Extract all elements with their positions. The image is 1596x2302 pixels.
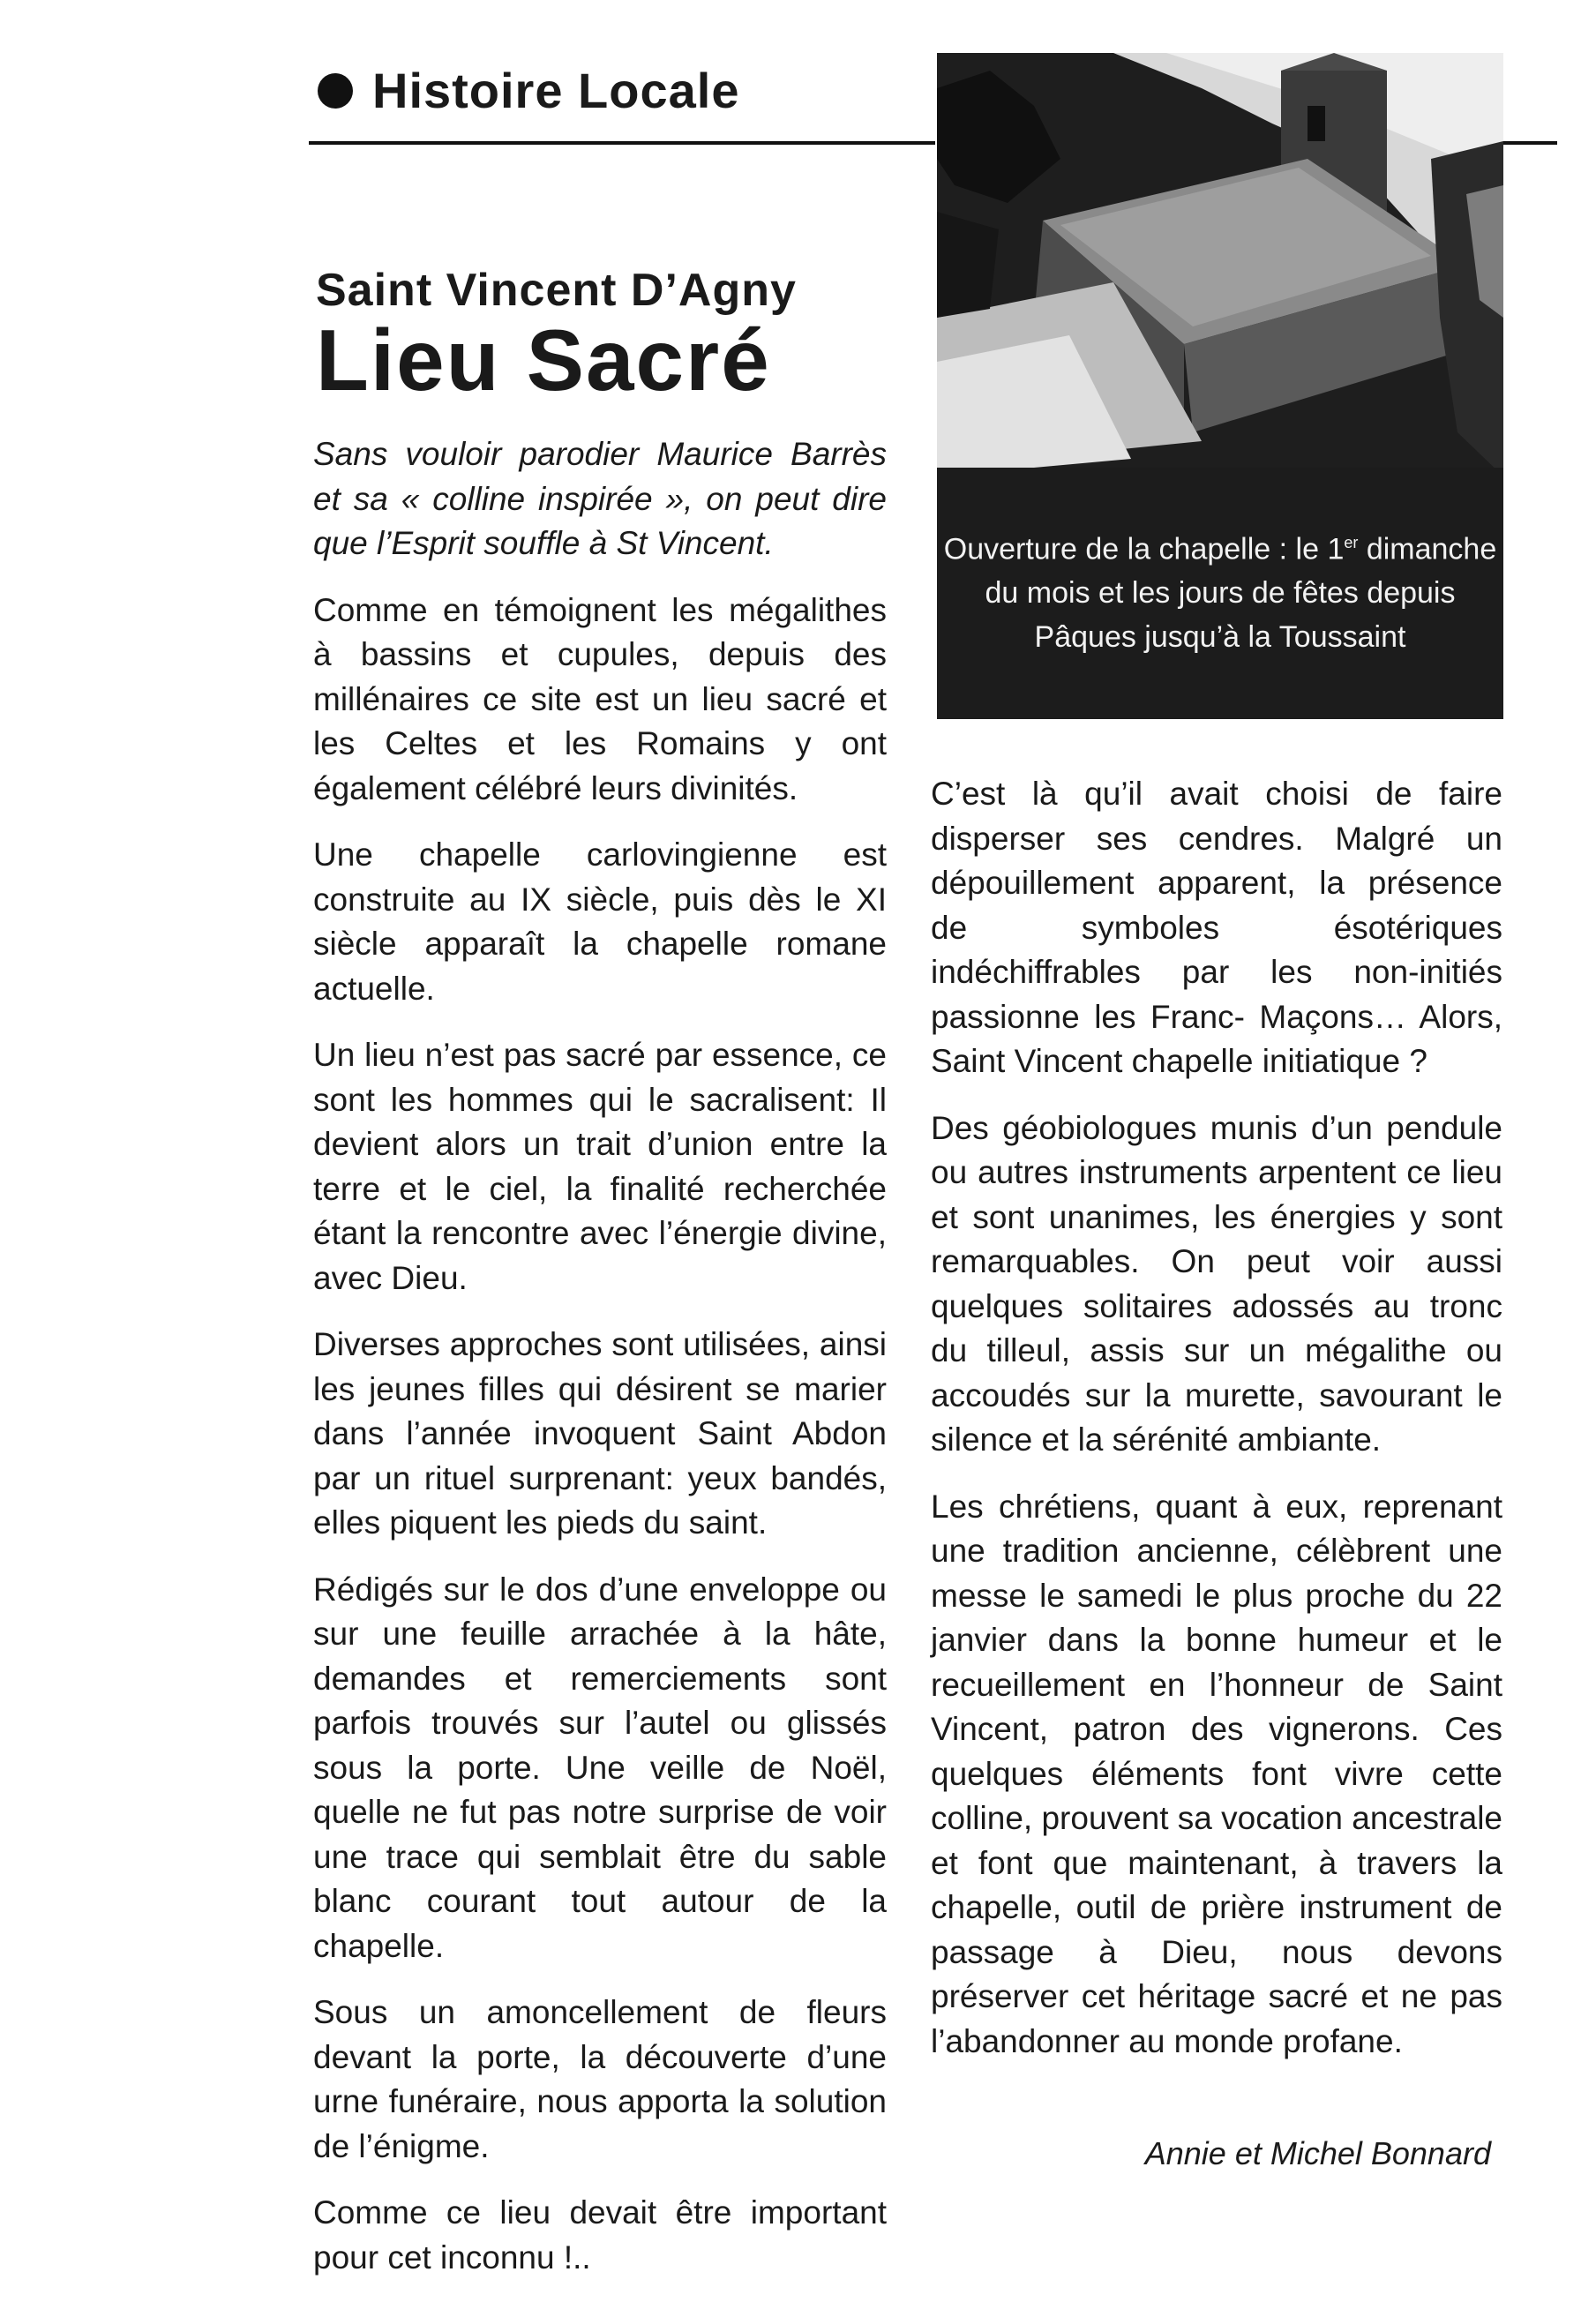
paragraph: Comme ce lieu devait être important pour cet inconnu !..	[313, 2194, 887, 2276]
paragraph: C’est là qu’il avait choisi de faire disperser ses cendres. Malgré un dépouillement apparent, la présence de symboles ésotériques indéchiffrables par les non-initiés passionne les Franc- Maçons… Alors, Saint Vincent chapelle initiatique ?	[931, 776, 1502, 1079]
paragraph: Comme en témoignent les mégalithes à bassins et cupules, depuis des millénaires ce site est un lieu sacré et les Celtes et les Romains y ont également célébré leurs divinités.	[313, 591, 887, 806]
paragraph: Diverses approches sont utilisées, ainsi les jeunes filles qui désirent se marier dans l’année invoquent Saint Abdon par un rituel surprenant: yeux bandés, elles piquent les pieds du saint.	[313, 1326, 887, 1541]
paragraph: Un lieu n’est pas sacré par essence, ce sont les hommes qui le sacralisent: Il devient alors un trait d’union entre la terre et le ciel, la finalité recherchée étant la rencontre avec l’énergie divine, avec Dieu.	[313, 1037, 887, 1296]
paragraph: Rédigés sur le dos d’une enveloppe ou sur une feuille arrachée à la hâte, demandes et remerciements sont parfois trouvés sur l’autel ou glissés sous la porte. Une veille de Noël, quelle ne fut pas notre surprise de voir une trace qui semblait être du sable blanc courant tout autour de la chapelle.	[313, 1571, 887, 1964]
photo-caption: Ouverture de la chapelle : le 1er dimanche du mois et les jours de fêtes depuis Pâques jusqu’à la Toussaint	[943, 532, 1497, 655]
header-rule-right	[1500, 141, 1557, 145]
chapel-photo	[937, 53, 1503, 719]
bullet-icon	[318, 73, 353, 109]
left-column	[313, 432, 887, 2302]
article-subtitle: Saint Vincent D’Agny	[316, 265, 797, 316]
section-title: Histoire Locale	[372, 63, 740, 118]
article-intro: Sans vouloir parodier Maurice Barrès et sa « colline inspirée », on peut dire que l’Esprit souffle à St Vincent.	[313, 436, 887, 561]
article-title: Lieu Sacré	[316, 311, 771, 409]
paragraph: Une chapelle carlovingienne est construite au IX siècle, puis dès le XI siècle apparaît la chapelle romane actuelle.	[313, 836, 887, 1007]
author-signature: Annie et Michel Bonnard	[1144, 2135, 1491, 2171]
article-title-block	[316, 265, 797, 409]
paragraph: Sous un amoncellement de fleurs devant la porte, la découverte d’une urne funéraire, nous apporta la solution de l’énigme.	[313, 1994, 887, 2164]
paragraph: Les chrétiens, quant à eux, reprenant une tradition ancienne, célèbrent une messe le samedi le plus proche du 22 janvier dans la bonne humeur et le recueillement en l’honneur de Saint Vincent, patron des vignerons. Ces quelques éléments font vivre cette colline, prouvent sa vocation ancestrale et font que maintenant, à travers la chapelle, outil de prière instrument de passage à Dieu, nous devons préserver cet héritage sacré et ne pas l’abandonner au monde profane.	[931, 1488, 1502, 2059]
section-header	[318, 62, 739, 119]
header-rule-left	[309, 141, 935, 145]
right-column	[931, 772, 1502, 2086]
paragraph: Des géobiologues munis d’un pendule ou autres instruments arpentent ce lieu et sont unanimes, les énergies y sont remarquables. On peut voir aussi quelques solitaires adossés au tronc du tilleul, assis sur un mégalithe ou accoudés sur la murette, savourant le silence et la sérénité ambiante.	[931, 1109, 1502, 1458]
